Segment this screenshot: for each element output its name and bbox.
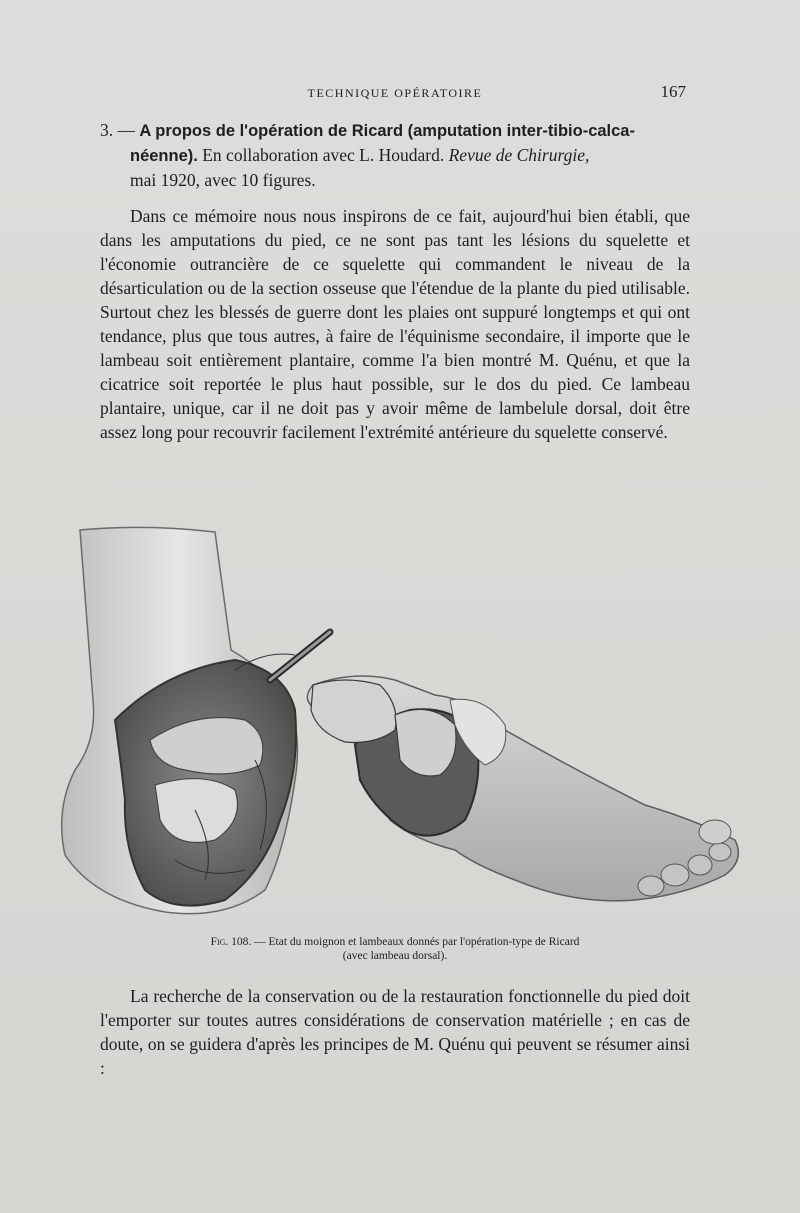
entry-collaboration: En collaboration avec L. Houdard.: [197, 145, 449, 165]
entry-number: 3.: [100, 120, 114, 140]
entry-line-1: [100, 118, 690, 143]
entry-title: A propos de l'opération de Ricard (amputation inter-tibio-calca-: [139, 122, 635, 140]
running-title: TECHNIQUE OPÉRATOIRE: [307, 86, 483, 100]
running-head: [100, 84, 690, 104]
body-paragraph-2: [100, 984, 690, 1080]
paragraph-text: La recherche de la conservation ou de la restauration fonctionnelle du pied doit l'emporter sur toutes autres considérations de conservation matérielle ; en cas de doute, on se guidera d'après les principes de M. Quénu qui peuvent se résumer ainsi :: [100, 986, 690, 1078]
figure-caption: [100, 935, 690, 963]
caption-text-1: — Etat du moignon et lambeaux donnés par l'opération-type de Ricard: [251, 936, 580, 948]
entry-title-end: néenne).: [130, 147, 198, 165]
page-number: 167: [660, 82, 686, 101]
caption-line-1: [100, 935, 690, 949]
figure-illustration: [55, 520, 745, 930]
amputation-illustration: [55, 520, 745, 930]
caption-text-2: (avec lambeau dorsal).: [342, 950, 448, 962]
entry-line-3: [100, 168, 690, 192]
paragraph-text: Dans ce mémoire nous nous inspirons de ce fait, aujourd'hui bien établi, que dans les amputations du pied, ce ne sont pas tant les lésions du squelette et l'économie outrancière de ce squelette qui commandent le niveau de la désarticulation ou de la section osseuse que l'étendue de la plante du pied utilisable. Surtout chez les blessés de guerre dont les plaies ont suppuré longtemps et qui ont tendance, plus que tous autres, à faire de l'équinisme secondaire, il importe que le lambeau soit entièrement plantaire, comme l'a bien montré M. Quénu, et que la cicatrice soit reportée le plus haut possible, sur le dos du pied. Ce lambeau plantaire, unique, car il ne doit pas y avoir même de lambelule dorsal, doit être assez long pour recouvrir facilement l'extrémité antérieure du squelette conservé.: [100, 206, 690, 442]
entry-journal: Revue de Chirurgie,: [448, 145, 590, 165]
figure-label: Fig. 108.: [210, 936, 252, 948]
body-paragraph-1: [100, 204, 690, 444]
entry-date: mai 1920, avec 10 figures.: [130, 170, 316, 190]
bibliography-entry: [100, 118, 690, 192]
entry-line-2: [100, 143, 690, 168]
foot-drawing: [307, 676, 738, 901]
entry-dash: —: [113, 120, 140, 140]
stump-drawing: [62, 527, 330, 913]
